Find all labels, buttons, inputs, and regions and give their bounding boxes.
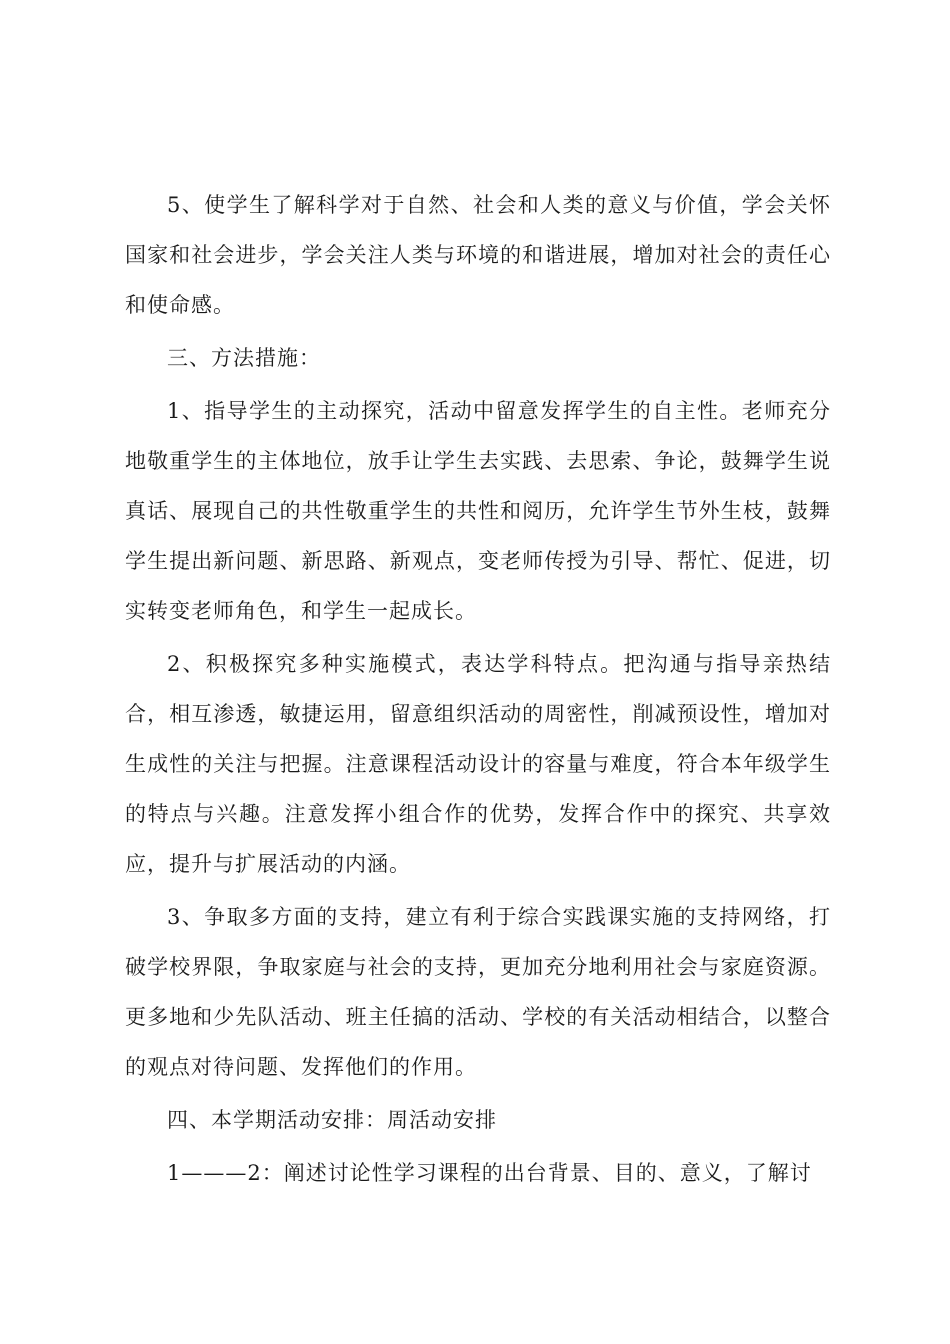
paragraph-method-1: 1、指导学生的主动探究，活动中留意发挥学生的自主性。老师充分地敬重学生的主体地位，放手让学生去实践、去思索、争论，鼓舞学生说真话、展现自己的共性敬重学生的共性和阅历，允许学生节外生枝，鼓舞学生提出新问题、新思路、新观点，变老师传授为引导、帮忙、促进，切实转变老师角色，和学生一起成长。 bbox=[125, 399, 831, 623]
paragraph-method-2: 2、积极探究多种实施模式，表达学科特点。把沟通与指导亲热结合，相互渗透，敏捷运用，留意组织活动的周密性，削减预设性，增加对生成性的关注与把握。注意课程活动设计的容量与难度，符合本年级学生的特点与兴趣。注意发挥小组合作的优势，发挥合作中的探究、共享效应，提升与扩展活动的内涵。 bbox=[125, 652, 831, 876]
document-body bbox=[125, 180, 831, 1201]
section-heading-methods: 三、方法措施： bbox=[167, 346, 321, 370]
section-heading-schedule: 四、本学期活动安排：周活动安排 bbox=[167, 1108, 497, 1132]
paragraph-method-3: 3、争取多方面的支持，建立有利于综合实践课实施的支持网络，打破学校界限，争取家庭与社会的支持，更加充分地利用社会与家庭资源。更多地和少先队活动、班主任搞的活动、学校的有关活动相结合，以整合的观点对待问题、发挥他们的作用。 bbox=[125, 905, 831, 1079]
paragraph-schedule-week-1-2: 1———2：阐述讨论性学习课程的出台背景、目的、意义，了解讨 bbox=[167, 1161, 812, 1185]
paragraph-goal-5: 5、使学生了解科学对于自然、社会和人类的意义与价值，学会关怀国家和社会进步，学会关注人类与环境的和谐进展，增加对社会的责任心和使命感。 bbox=[125, 193, 831, 317]
